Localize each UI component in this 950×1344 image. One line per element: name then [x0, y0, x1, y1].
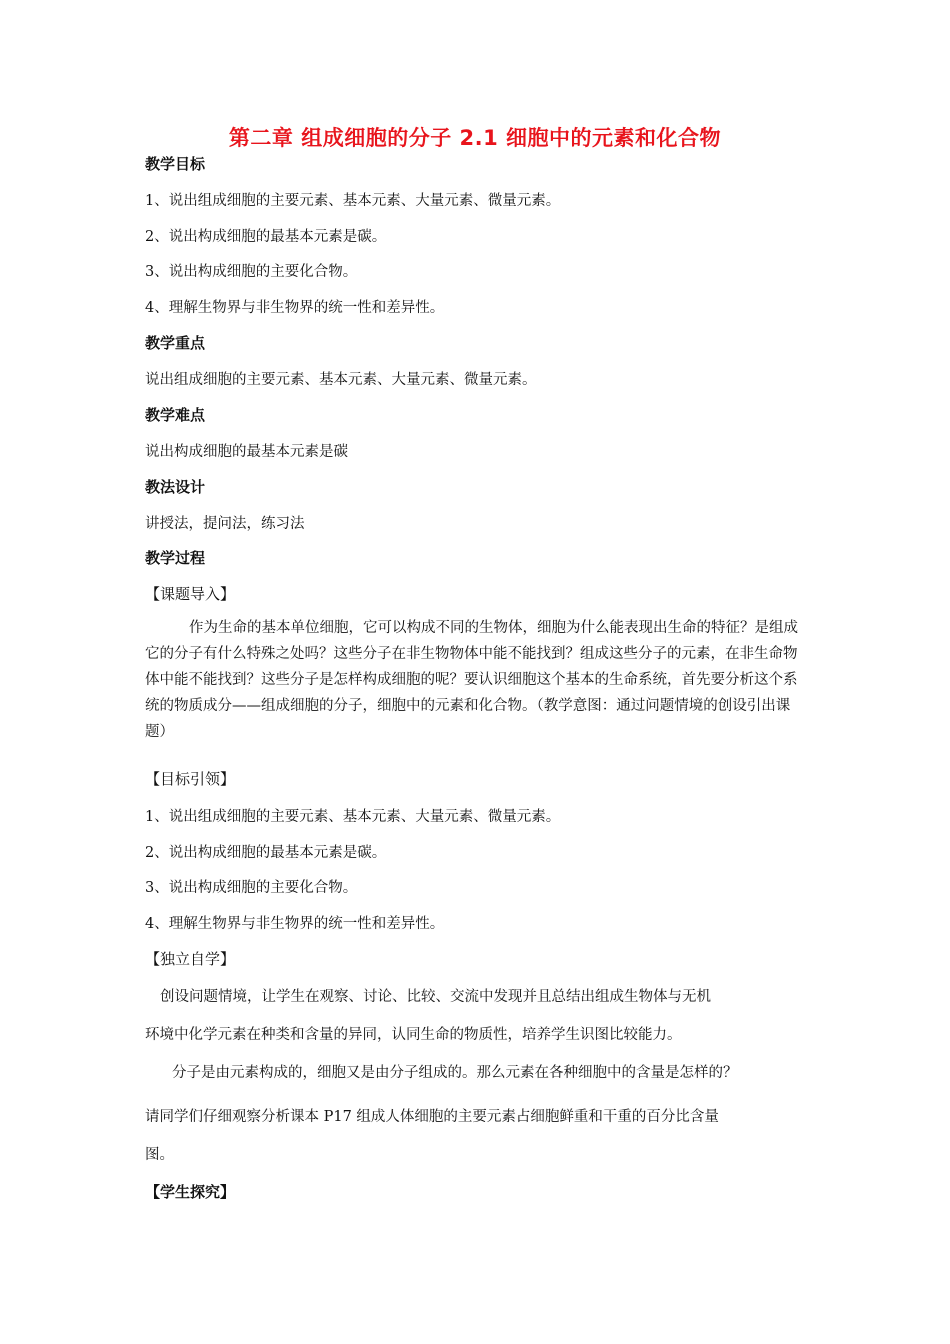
objective-item-1: 1、说出组成细胞的主要元素、基本元素、大量元素、微量元素。 — [145, 193, 561, 209]
label-self-study: 【独立自学】 — [145, 950, 236, 968]
self-study-line-2: 环境中化学元素在种类和含量的异同，认同生命的物质性，培养学生识图比较能力。 — [145, 1027, 682, 1043]
self-study-line-3: 分子是由元素构成的，细胞又是由分子组成的。那么元素在各种细胞中的含量是怎样的？ — [172, 1065, 738, 1081]
heading-key-point: 教学重点 — [145, 334, 206, 352]
method-text: 讲授法，提问法，练习法 — [145, 516, 305, 532]
difficulty-text: 说出构成细胞的最基本元素是碳 — [145, 444, 348, 460]
goal-item-2: 2、说出构成细胞的最基本元素是碳。 — [145, 845, 387, 861]
intro-paragraph: 作为生命的基本单位细胞，它可以构成不同的生物体，细胞为什么能表现出生命的特征？是组成它的分子有什么特殊之处吗？这些分子在非生物物体中能不能找到？组成这些分子的元素，在非生命物体中能不能找到？这些分子是怎样构成细胞的呢？要认识细胞这个基本的生命系统，首先要分析这个系统的物质成分——组成细胞的分子，细胞中的元素和化合物。（教学意图：通过问题情境的创设引出课题） — [145, 620, 798, 740]
goal-item-3: 3、说出构成细胞的主要化合物。 — [145, 880, 358, 896]
objective-item-4: 4、理解生物界与非生物界的统一性和差异性。 — [145, 300, 445, 316]
goal-item-4: 4、理解生物界与非生物界的统一性和差异性。 — [145, 916, 445, 932]
key-point-text: 说出组成细胞的主要元素、基本元素、大量元素、微量元素。 — [145, 372, 537, 388]
objective-item-3: 3、说出构成细胞的主要化合物。 — [145, 264, 358, 280]
heading-objectives: 教学目标 — [145, 155, 206, 173]
heading-difficulty: 教学难点 — [145, 406, 206, 424]
self-study-line-5: 图。 — [145, 1147, 174, 1163]
self-study-line-1: 创设问题情境，让学生在观察、讨论、比较、交流中发现并且总结出组成生物体与无机 — [160, 989, 711, 1005]
heading-process: 教学过程 — [145, 549, 206, 567]
objective-item-2: 2、说出构成细胞的最基本元素是碳。 — [145, 229, 387, 245]
heading-method: 教法设计 — [145, 478, 206, 496]
goal-item-1: 1、说出组成细胞的主要元素、基本元素、大量元素、微量元素。 — [145, 809, 561, 825]
self-study-line-4: 请同学们仔细观察分析课本 P17 组成人体细胞的主要元素占细胞鲜重和干重的百分比含量 — [145, 1109, 719, 1125]
label-intro: 【课题导入】 — [145, 585, 236, 603]
document-title: 第二章 组成细胞的分子 2.1 细胞中的元素和化合物 — [228, 126, 722, 150]
label-goal: 【目标引领】 — [145, 770, 236, 788]
label-student-explore: 【学生探究】 — [145, 1183, 236, 1201]
